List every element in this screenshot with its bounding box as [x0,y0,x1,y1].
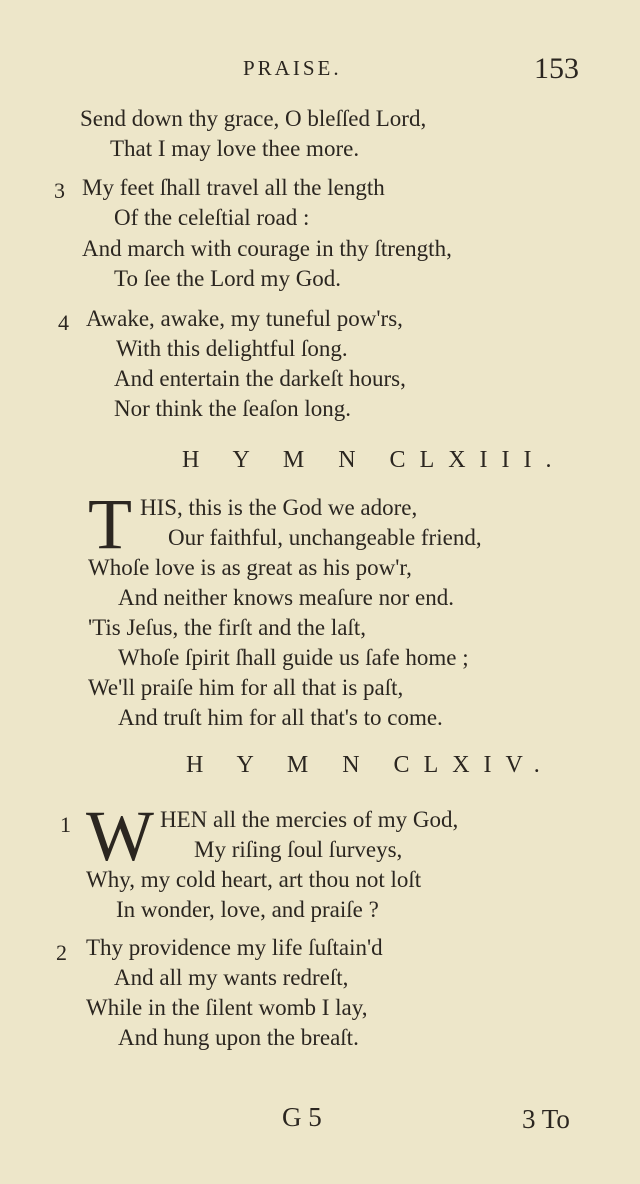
verse-line: Awake, awake, my tuneful pow'rs, [86,306,403,331]
verse-line: To ſee the Lord my God. [114,266,342,291]
signature-mark: G 5 [282,1102,322,1132]
verse-line: 'Tis Jeſus, the firſt and the laſt, [88,615,366,640]
verse-line: HIS, this is the God we adore, [140,495,418,520]
verse-line: And neither knows meaſure nor end. [118,585,454,610]
verse-line: And entertain the darkeſt hours, [114,366,406,391]
verse-line: And all my wants redreſt, [114,965,349,990]
verse-line: That I may love thee more. [110,136,360,161]
verse-line: Send down thy grace, O bleſſed Lord, [80,106,427,131]
verse-line: Whoſe ſpirit ſhall guide us ſafe home ; [118,645,469,670]
catchword: 3 To [522,1104,570,1134]
verse-line: Thy providence my life ſuſtain'd [86,935,383,960]
verse-line: Whoſe love is as great as his pow'r, [88,555,412,580]
stanza-number: 1 [60,812,71,837]
verse-line: In wonder, love, and praiſe ? [116,897,379,922]
verse-line: My feet ſhall travel all the length [82,175,385,200]
drop-cap: T [88,484,132,564]
hymn-title: H Y M N CLXIV. [186,752,554,778]
verse-line: HEN all the mercies of my God, [160,807,459,832]
verse-line: Why, my cold heart, art thou not loſt [86,867,422,892]
verse-line: And truſt him for all that's to come. [118,705,443,730]
verse-line: While in the ſilent womb I lay, [86,995,368,1020]
verse-line: Our faithful, unchangeable friend, [168,525,482,550]
running-title: PRAISE. [243,56,342,80]
hymn-title: H Y M N CLXIII. [182,447,566,473]
verse-line: Nor think the ſeaſon long. [114,396,351,421]
stanza-number: 3 [54,178,65,203]
verse-line: And march with courage in thy ſtrength, [82,236,452,261]
stanza-number: 4 [58,310,69,335]
verse-line: My riſing ſoul ſurveys, [194,837,403,862]
verse-line: And hung upon the breaſt. [118,1025,359,1050]
verse-line: We'll praiſe him for all that is paſt, [88,675,404,700]
verse-line: Of the celeſtial road : [114,205,310,230]
drop-cap: W [86,796,154,876]
stanza-number: 2 [56,940,67,965]
verse-line: With this delightful ſong. [116,336,348,361]
page-number: 153 [534,52,579,85]
